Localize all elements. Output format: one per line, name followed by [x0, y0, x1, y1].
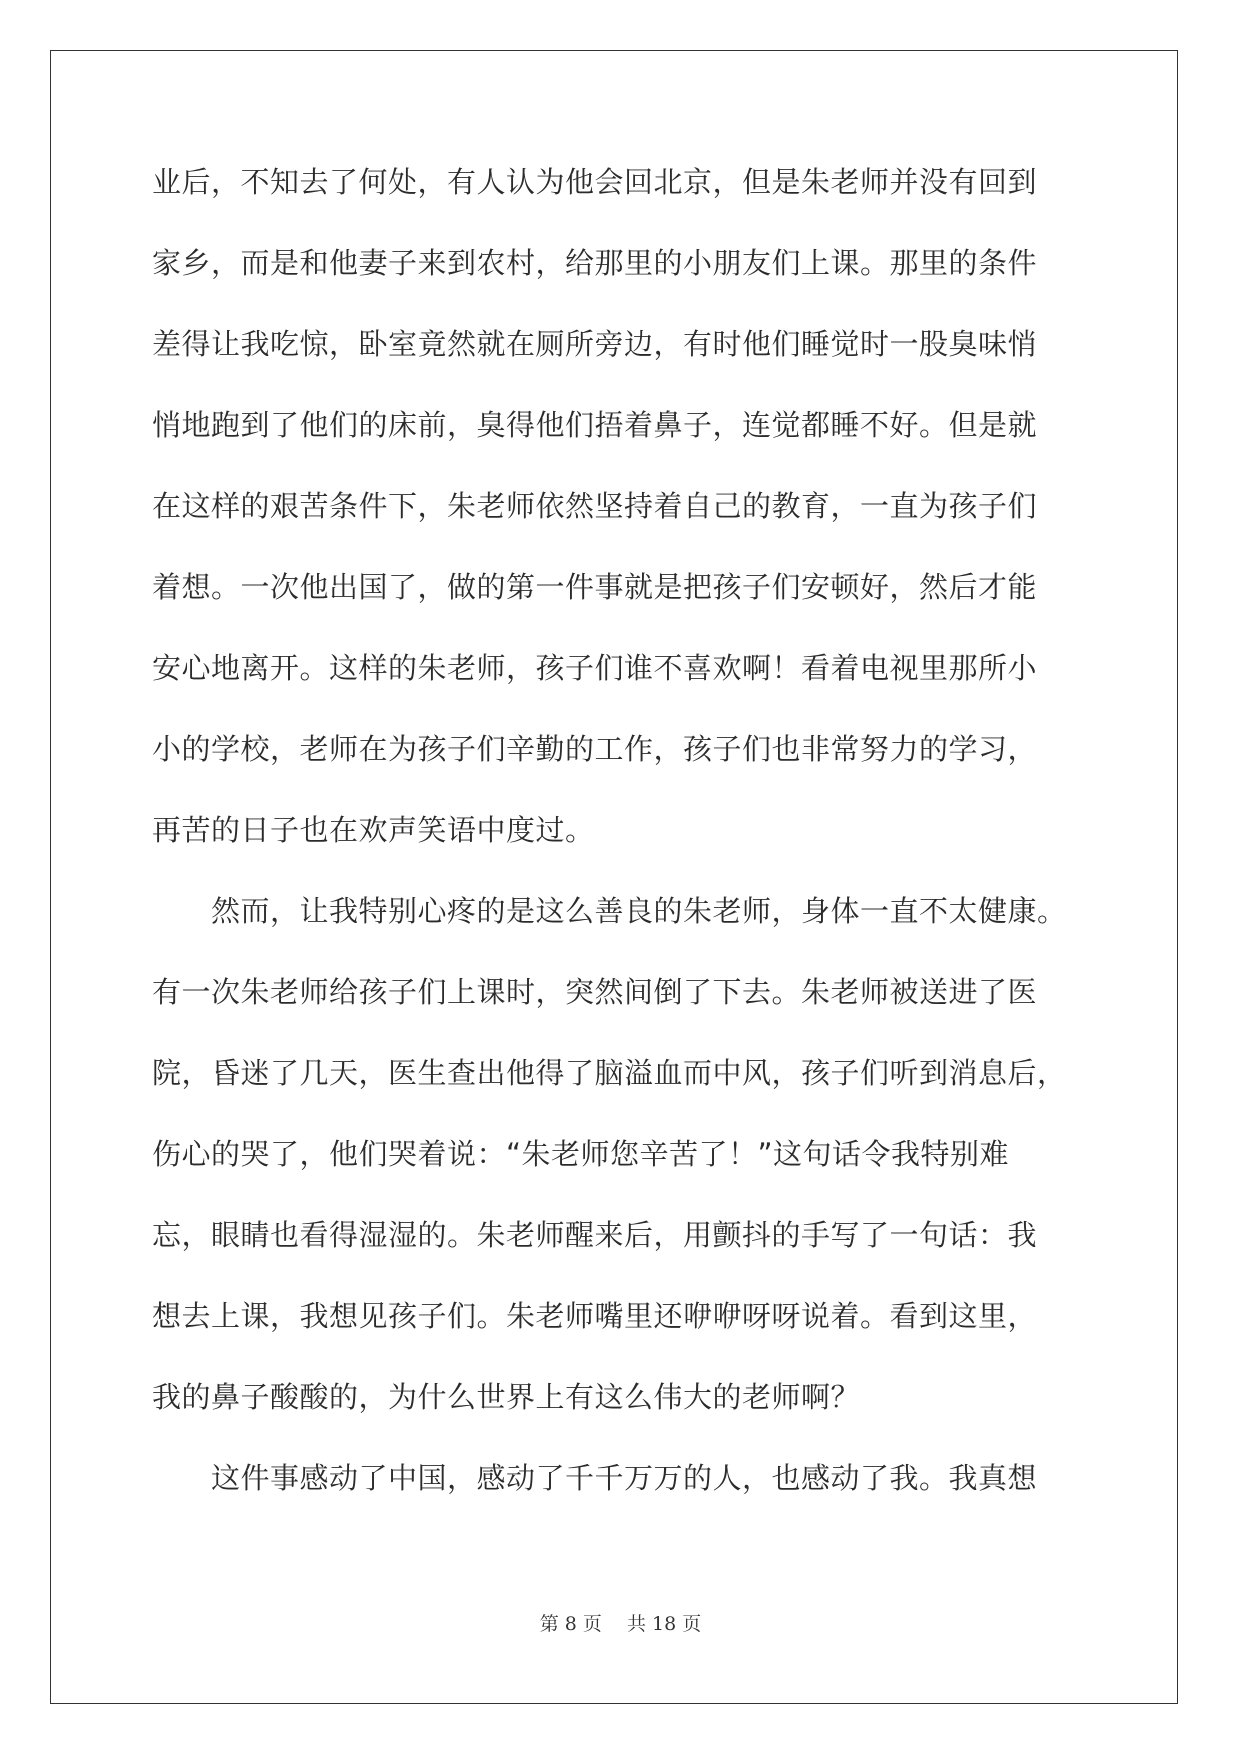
text-line: 着想。一次他出国了，做的第一件事就是把孩子们安顿好，然后才能	[152, 570, 1038, 604]
text-line: 业后，不知去了何处，有人认为他会回北京，但是朱老师并没有回到	[152, 165, 1038, 199]
body-text	[152, 154, 1092, 1531]
text-line: 院，昏迷了几天，医生查出他得了脑溢血而中风，孩子们听到消息后，	[152, 1056, 1067, 1090]
text-line: 有一次朱老师给孩子们上课时，突然间倒了下去。朱老师被送进了医	[152, 975, 1038, 1009]
text-line: 再苦的日子也在欢声笑语中度过。	[152, 813, 595, 847]
text-line: 伤心的哭了，他们哭着说：“朱老师您辛苦了！”这句话令我特别难	[152, 1137, 1010, 1171]
text-line: 在这样的艰苦条件下，朱老师依然坚持着自己的教育，一直为孩子们	[152, 489, 1038, 523]
text-line: 这件事感动了中国，感动了千千万万的人，也感动了我。我真想	[152, 1461, 1038, 1495]
text-line: 忘，眼睛也看得湿湿的。朱老师醒来后，用颤抖的手写了一句话：我	[152, 1218, 1038, 1252]
text-line: 家乡，而是和他妻子来到农村，给那里的小朋友们上课。那里的条件	[152, 246, 1038, 280]
page-number: 第 8 页 共 18 页	[539, 1613, 702, 1635]
text-line: 安心地离开。这样的朱老师，孩子们谁不喜欢啊！看着电视里那所小	[152, 651, 1038, 685]
text-line: 差得让我吃惊，卧室竟然就在厕所旁边，有时他们睡觉时一股臭味悄	[152, 327, 1038, 361]
text-line: 想去上课，我想见孩子们。朱老师嘴里还咿咿呀呀说着。看到这里，	[152, 1299, 1038, 1333]
text-line: 小的学校，老师在为孩子们辛勤的工作，孩子们也非常努力的学习，	[152, 732, 1038, 766]
text-line: 然而，让我特别心疼的是这么善良的朱老师，身体一直不太健康。	[152, 894, 1067, 928]
text-line: 悄地跑到了他们的床前，臭得他们捂着鼻子，连觉都睡不好。但是就	[152, 408, 1038, 442]
text-line: 我的鼻子酸酸的，为什么世界上有这么伟大的老师啊？	[152, 1380, 861, 1414]
